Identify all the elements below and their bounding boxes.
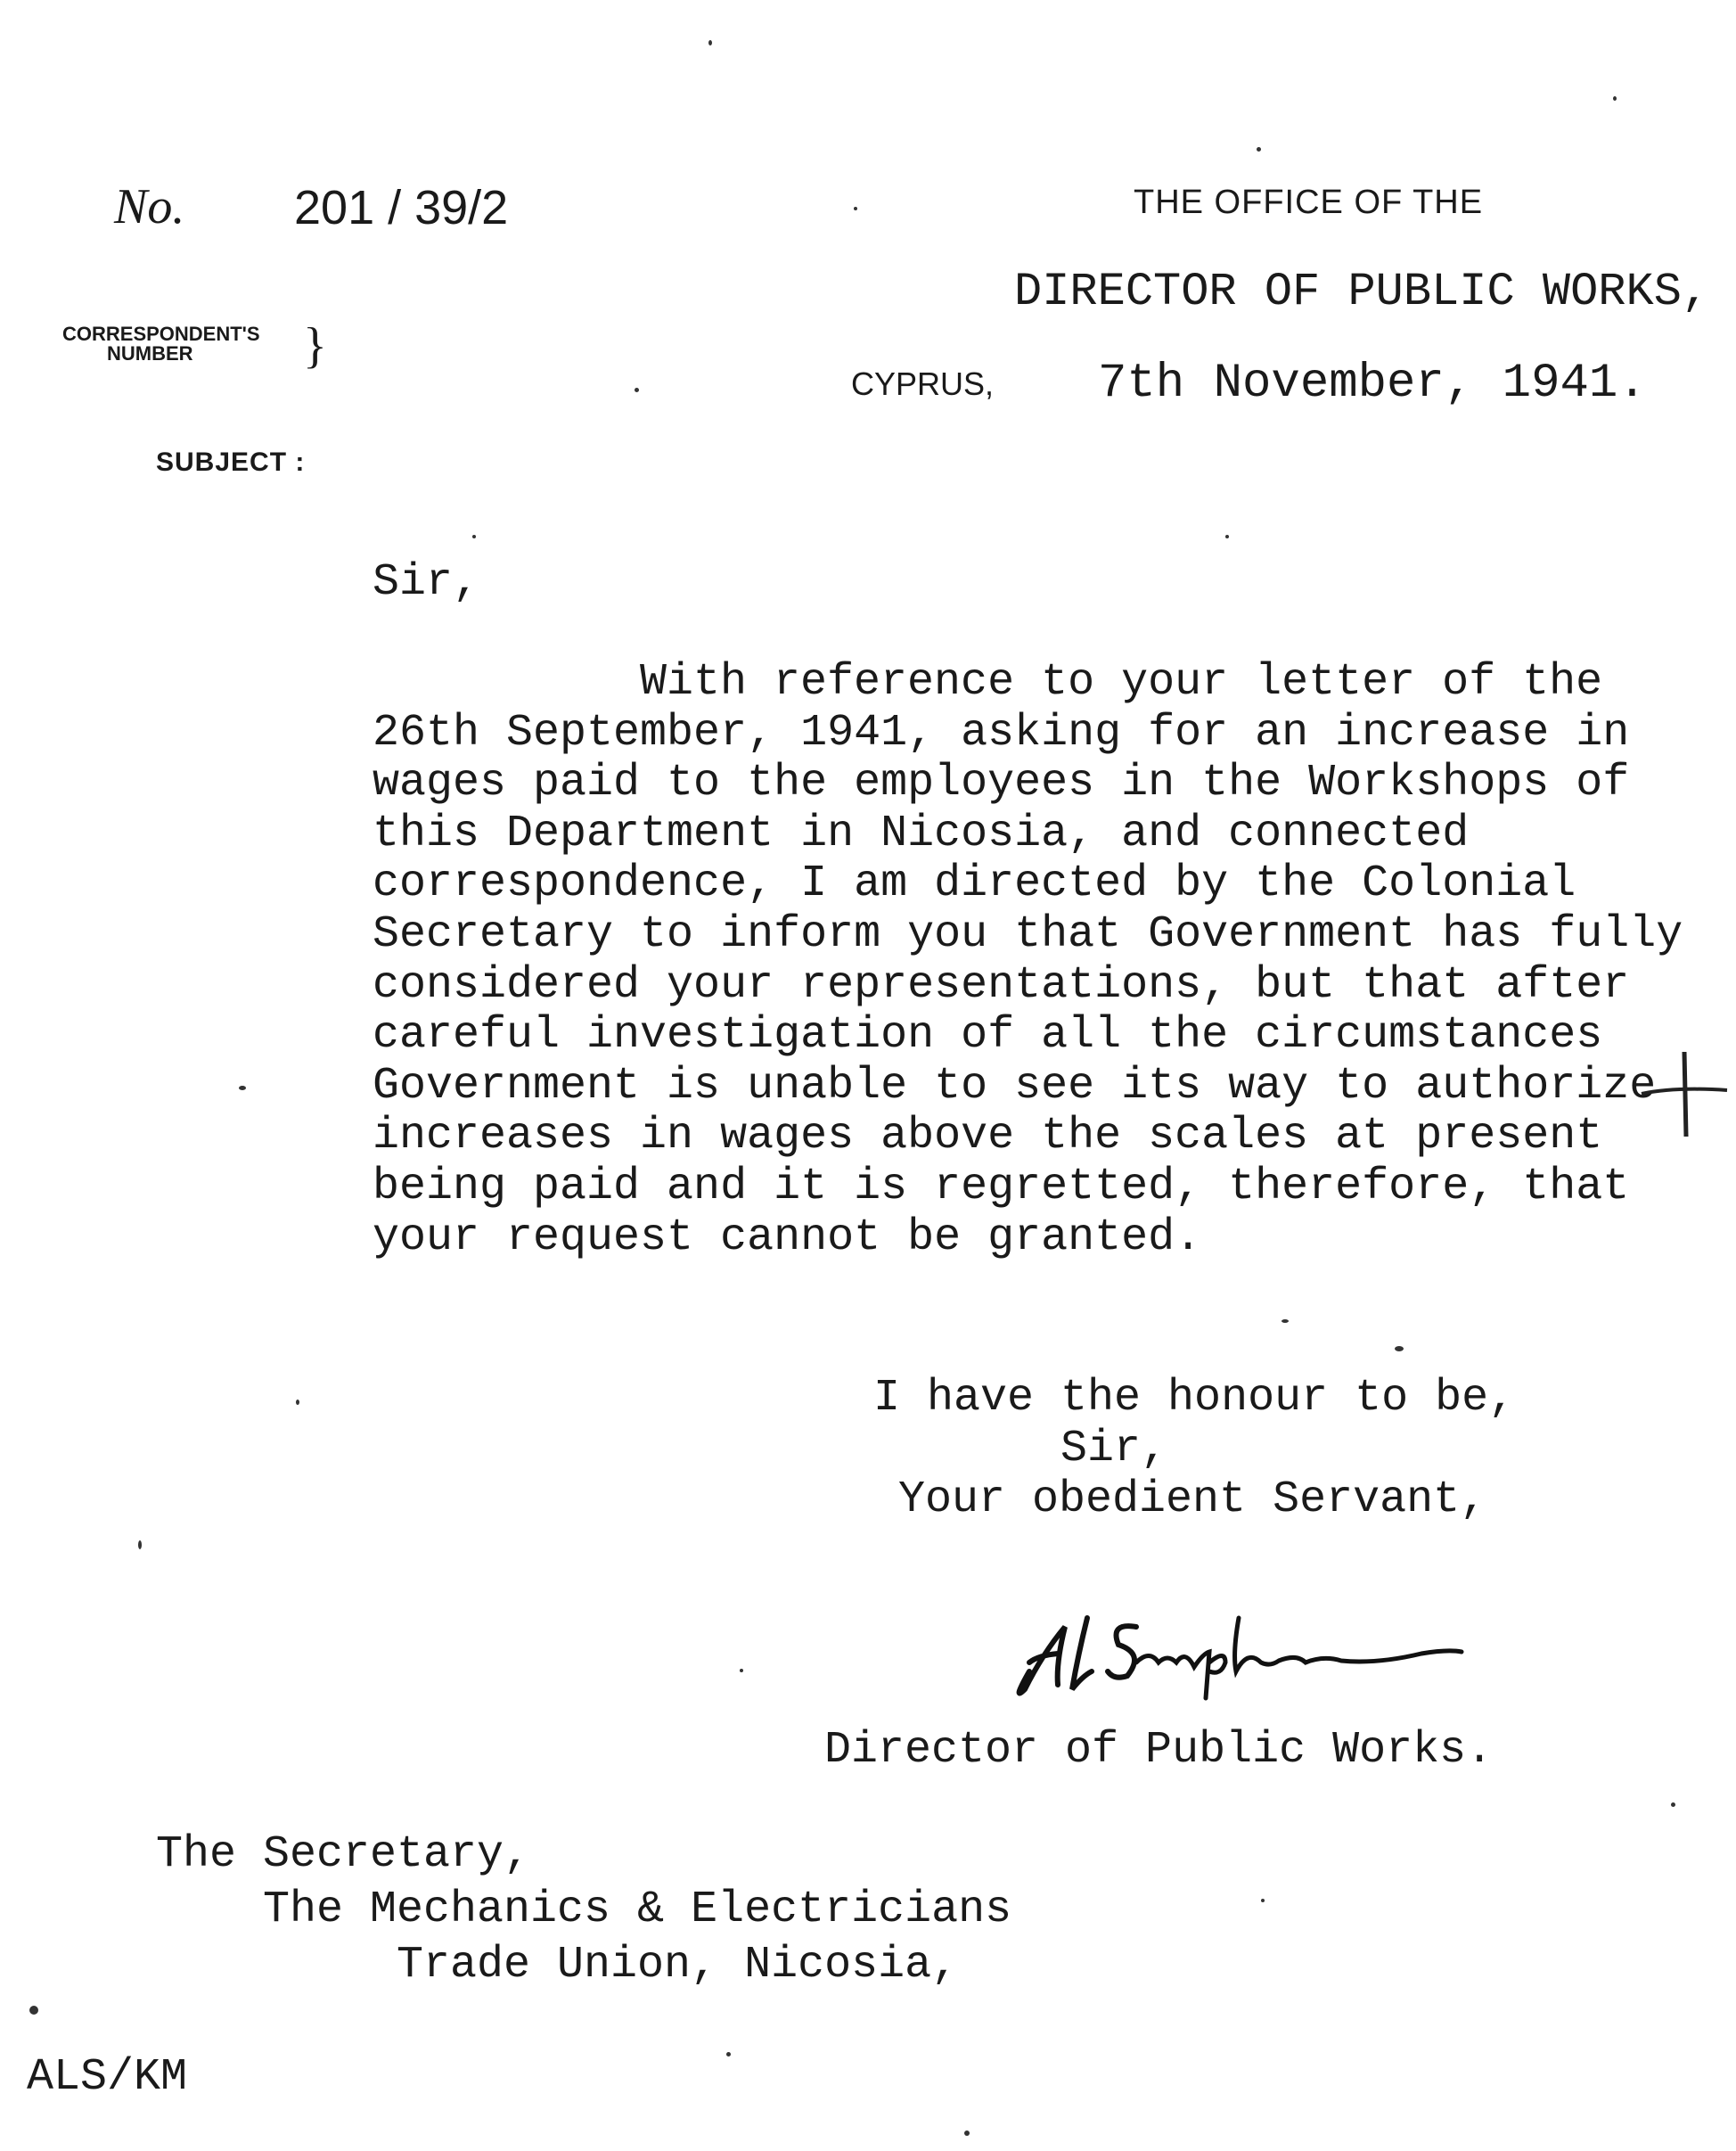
scan-speck <box>708 40 712 45</box>
body-line: wages paid to the employees in the Workshops of <box>373 758 1630 809</box>
typist-initials: ALS/KM <box>27 2052 188 2103</box>
correspondent-label-line1: CORRESPONDENT'S <box>62 323 260 345</box>
body-line: correspondence, I am directed by the Colonial <box>373 858 1576 910</box>
body-line: considered your representations, but that after <box>373 959 1630 1011</box>
closing-block <box>873 1373 1515 1525</box>
subject-label: SUBJECT : <box>156 447 306 477</box>
letter-date: 7th November, 1941. <box>1098 357 1647 411</box>
closing-line: I have the honour to be, <box>873 1373 1516 1424</box>
body-line: this Department in Nicosia, and connected <box>373 808 1470 859</box>
address-line: Trade Union, Nicosia, <box>397 1940 959 1991</box>
number-label: No. <box>114 179 185 234</box>
body-line: careful investigation of all the circumstances <box>373 1010 1603 1062</box>
scan-speck <box>1282 1319 1289 1323</box>
scan-speck <box>1225 535 1229 538</box>
scan-speck <box>964 2130 970 2136</box>
scan-speck <box>1671 1802 1675 1807</box>
correspondent-label-line2: NUMBER <box>107 342 193 365</box>
address-line: The Secretary, <box>156 1829 531 1880</box>
body-line: your request cannot be granted. <box>373 1211 1202 1263</box>
recipient-address <box>156 1827 1011 1993</box>
correspondent-number-label <box>62 324 260 364</box>
margin-cross-mark-icon <box>1640 1047 1729 1145</box>
body-line: increases in wages above the scales at present <box>373 1111 1603 1162</box>
scan-speck <box>138 1540 142 1549</box>
address-line: The Mechanics & Electricians <box>263 1884 1012 1935</box>
body-line: With reference to your letter of the <box>640 657 1603 708</box>
scan-speck <box>1257 147 1261 152</box>
signatory-title: Director of Public Works. <box>824 1725 1494 1776</box>
handwritten-signature-icon <box>1003 1600 1484 1707</box>
brace-icon: } <box>303 318 327 374</box>
scan-speck <box>1395 1346 1404 1351</box>
scan-speck <box>740 1669 743 1672</box>
scan-speck <box>1613 96 1617 101</box>
reference-number: 201 / 39/2 <box>294 181 509 234</box>
body-line: Government is unable to see its way to authorize <box>373 1060 1657 1112</box>
scan-speck <box>239 1086 246 1090</box>
closing-line: Sir, <box>1060 1424 1168 1474</box>
office-title: DIRECTOR OF PUBLIC WORKS, <box>1014 266 1710 318</box>
scan-speck <box>726 2052 731 2057</box>
body-line: Secretary to inform you that Government has fully <box>373 908 1683 960</box>
office-heading: THE OFFICE OF THE <box>1134 184 1484 221</box>
closing-line: Your obedient Servant, <box>898 1474 1487 1525</box>
cyprus-label: CYPRUS, <box>851 365 995 402</box>
body-line: 26th September, 1941, asking for an increase in <box>373 707 1630 759</box>
salutation: Sir, <box>373 557 480 608</box>
scan-speck <box>1261 1899 1265 1902</box>
scan-speck <box>635 388 639 392</box>
body-line: being paid and it is regretted, therefore, that <box>373 1161 1630 1212</box>
scan-speck <box>472 535 476 538</box>
scan-speck <box>854 207 857 210</box>
letter-body <box>373 658 1691 1263</box>
scan-speck <box>29 2006 38 2015</box>
scan-speck <box>296 1400 299 1405</box>
